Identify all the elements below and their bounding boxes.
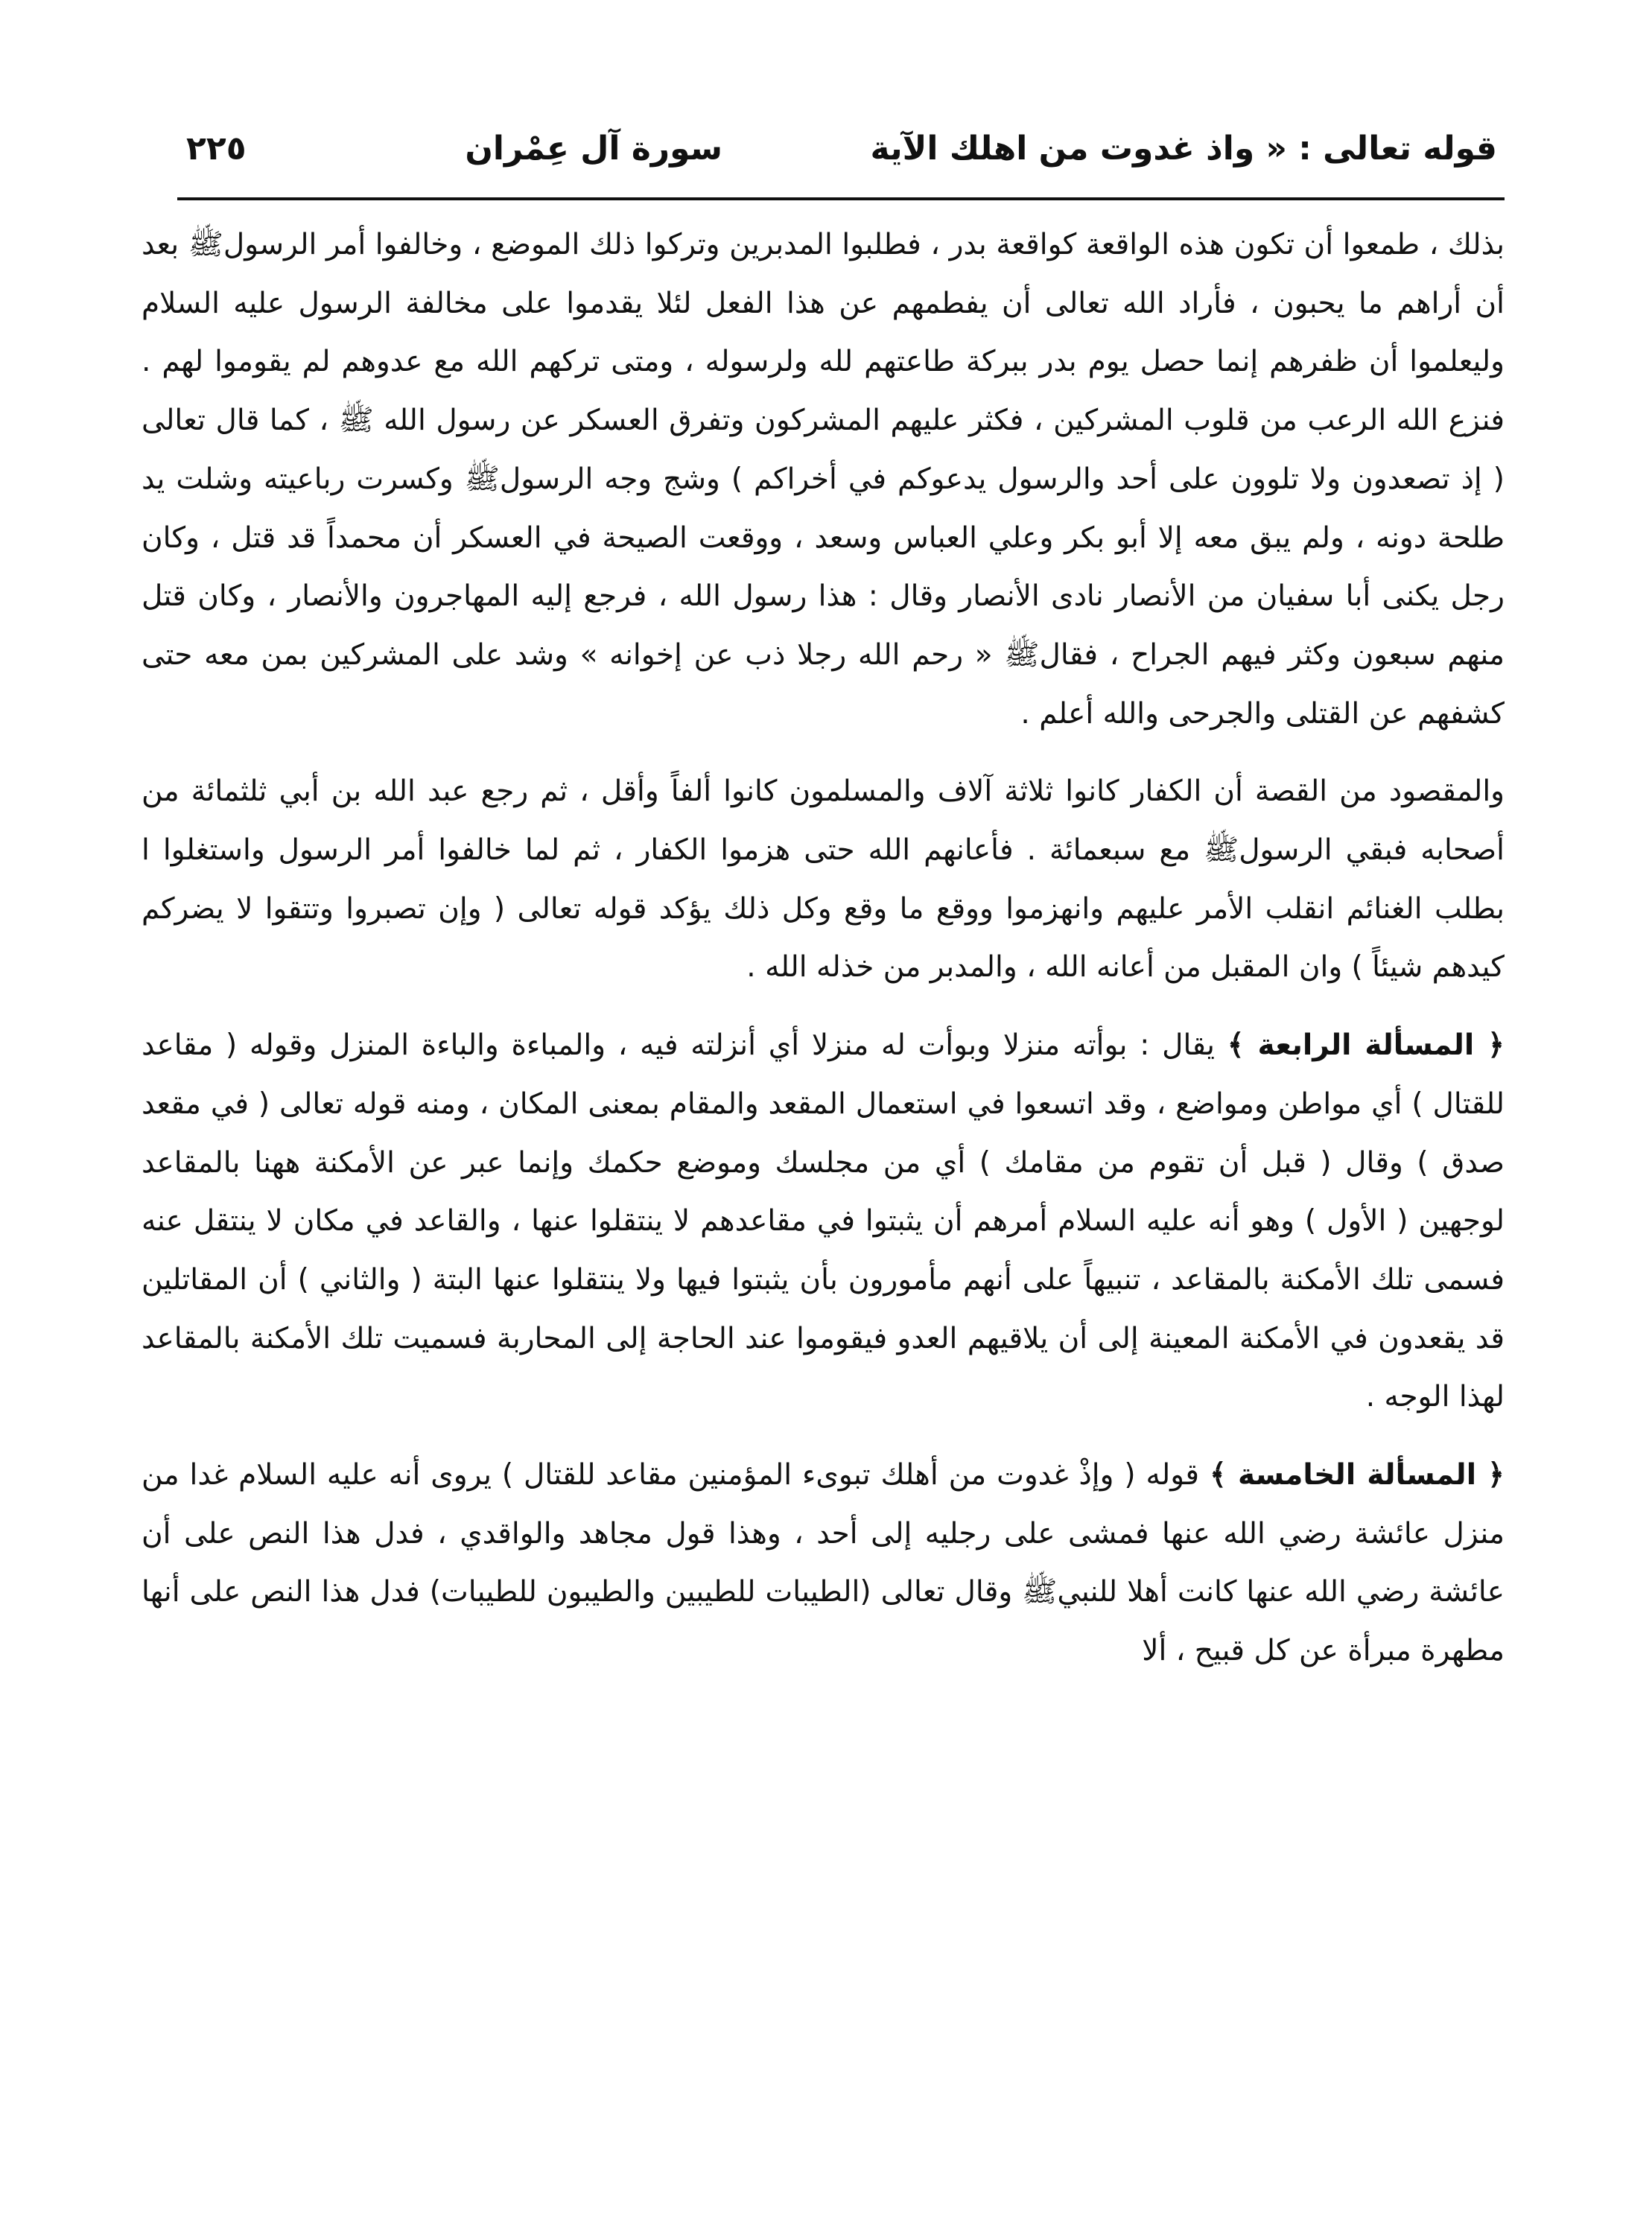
paragraph: والمقصود من القصة أن الكفار كانوا ثلاثة آلاف والمسلمون كانوا ألفاً وأقل ، ثم رجع عبد الله بن أبي ثلثمائة من أصحابه فبقي الرسولﷺ مع سبعمائة . فأعانهم الله حتى هزموا الكفار ، ثم لما خالفوا أمر الرسول واستغلوا ا بطلب الغنائم انقلب الأمر عليهم وانهزموا ووقع ما وقع وكل ذلك يؤكد قوله تعالى ( وإن تصبروا وتتقوا لا يضركم كيدهم شيئاً ) وان المقبل من أعانه الله ، والمدبر من خذله الله . [142,775,1505,985]
header-title: قوله تعالى : « واذ غدوت من اهلك الآية [870,130,1497,168]
paragraph: بذلك ، طمعوا أن تكون هذه الواقعة كواقعة بدر ، فطلبوا المدبرين وتركوا ذلك الموضع ، وخالفوا أمر الرسولﷺ بعد أن أراهم ما يحبون ، فأراد الله تعالى أن يفطمهم عن هذا الفعل لئلا يقدموا على مخالفة الرسول عليه السلام وليعلموا أن ظفرهم إنما حصل يوم بدر ببركة طاعتهم لله ولرسوله ، ومتى تركهم الله مع عدوهم لم يقوموا لهم . فنزع الله الرعب من قلوب المشركين ، فكثر عليهم المشركون وتفرق العسكر عن رسول الله ﷺ ، كما قال تعالى ( إذ تصعدون ولا تلوون على أحد والرسول يدعوكم في أخراكم ) وشج وجه الرسولﷺ وكسرت رباعيته وشلت يد طلحة دونه ، ولم يبق معه إلا أبو بكر وعلي العباس وسعد ، ووقعت الصيحة في العسكر أن محمداً قد قتل ، وكان رجل يكنى أبا سفيان من الأنصار نادى الأنصار وقال : هذا رسول الله ، فرجع إليه المهاجرون والأنصار ، وكان قتل منهم سبعون وكثر فيهم الجراح ، فقالﷺ « رحم الله رجلا ذب عن إخوانه » وشد على المشركين بمن معه حتى كشفهم عن القتلى والجرحى والله أعلم . [142,228,1505,731]
section-text: يقال : بوأته منزلا وبوأت له منزلا أي أنزلته فيه ، والمباءة والباءة المنزل وقوله ( مقاعد للقتال ) أي مواطن ومواضع ، وقد اتسعوا في استعمال المقعد والمقام بمعنى المكان ، ومنه قوله تعالى ( في مقعد صدق ) وقال ( قبل أن تقوم من مقامك ) أي من مجلسك وموضع حكمك وإنما عبر عن الأمكنة ههنا بالمقاعد لوجهين ( الأول ) وهو أنه عليه السلام أمرهم أن يثبتوا في مقاعدهم لا ينتقلوا عنها ، والقاعد في مكان لا ينتقل عنه فسمى تلك الأمكنة بالمقاعد ، تنبيهاً على أنهم مأمورون بأن يثبتوا فيها ولا ينتقلوا عنها البتة ( والثاني ) أن المقاتلين قد يقعدون في الأمكنة المعينة إلى أن يلاقيهم العدو فيقوموا عند الحاجة إلى المحاربة فسميت تلك الأمكنة بالمقاعد لهذا الوجه . [142,1028,1505,1414]
section-heading: ﴿ المسألة الخامسة ﴾ [1210,1458,1505,1492]
running-header [186,112,1497,186]
header-divider [177,197,1505,200]
page-body [142,209,1505,2182]
surah-name: سورة آل عِمْران [465,130,722,168]
section-fifth-issue [142,1446,1505,1681]
page-number: ٢٢٥ [186,130,247,168]
section-fourth-issue [142,1017,1505,1427]
section-text: قوله ( وإذْ غدوت من أهلك تبوىء المؤمنين مقاعد للقتال ) يروى أنه عليه السلام غدا من منزل عائشة رضي الله عنها فمشى على رجليه إلى أحد ، وهذا قول مجاهد والواقدي ، فدل هذا النص على أن عائشة رضي الله عنها كانت أهلا للنبيﷺ وقال تعالى (الطيبات للطيبين والطيبون للطيبات) فدل هذا النص على أنها مطهرة مبرأة عن كل قبيح ، ألا [142,1458,1505,1668]
section-heading: ﴿ المسألة الرابعة ﴾ [1227,1028,1505,1063]
